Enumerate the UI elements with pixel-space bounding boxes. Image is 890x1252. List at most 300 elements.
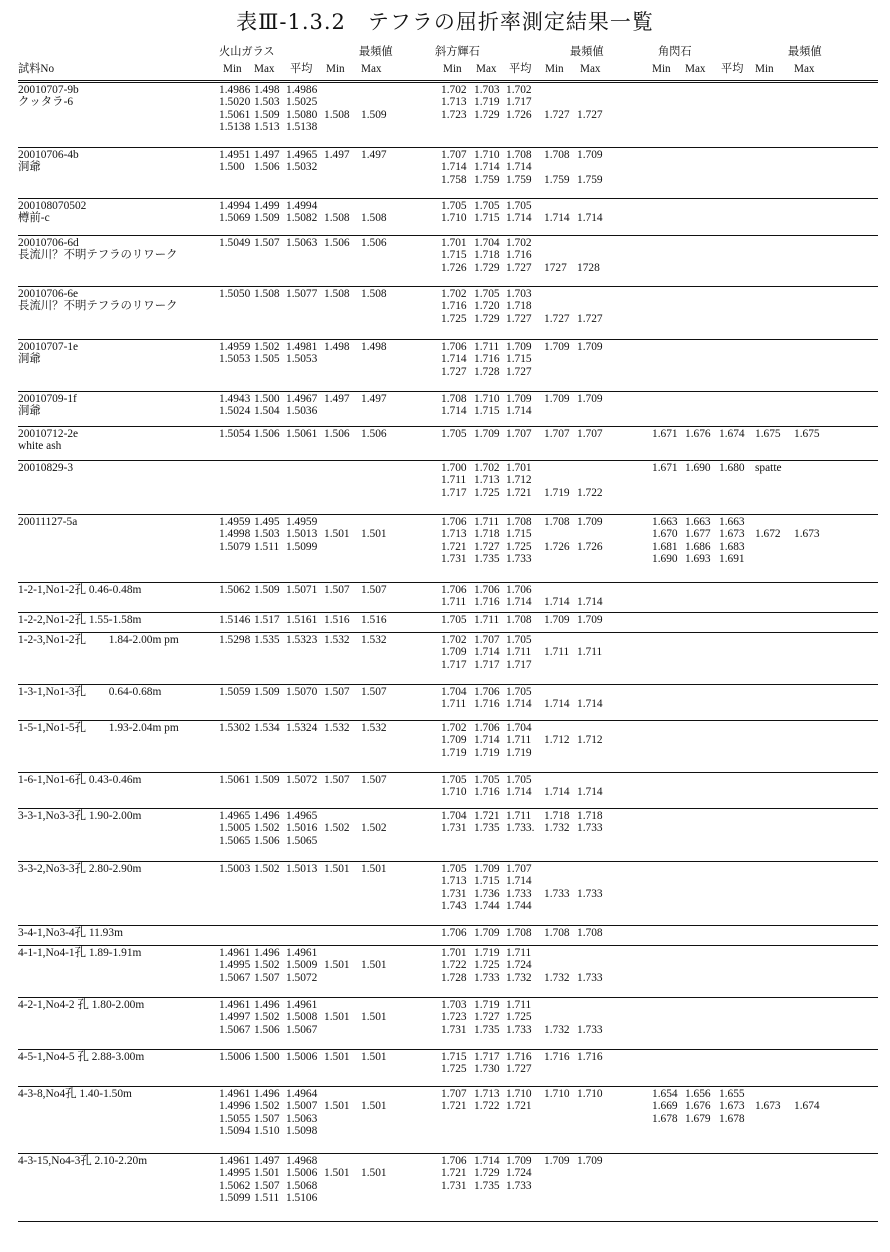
cell-glass-min: 1.4995 <box>219 959 251 972</box>
cell-opx-min: 1.709 <box>441 646 467 659</box>
col-header-glass-mode-max: Max <box>361 63 382 75</box>
cell-hbl-mode-max: 1.674 <box>794 1100 820 1113</box>
cell-opx-mean: 1.704 <box>506 722 532 734</box>
cell-sample-no: 1-6-1,No1-6孔 0.43-0.46m <box>18 774 142 786</box>
cell-glass-min: 1.4986 <box>219 84 251 96</box>
cell-glass-mean: 1.5138 <box>286 120 318 133</box>
sample-block <box>18 945 878 998</box>
cell-sample-no: 4-3-8,No4孔 1.40-1.50m <box>18 1088 132 1100</box>
cell-glass-min: 1.5062 <box>219 1179 251 1192</box>
cell-glass-mode-min: 1.516 <box>324 614 350 626</box>
cell-opx-max: 1.735 <box>474 822 500 835</box>
cell-opx-mode-min: 1.759 <box>544 173 570 186</box>
cell-glass-min: 1.5006 <box>219 1051 251 1063</box>
cell-hbl-mean: 1.663 <box>719 516 745 528</box>
cell-glass-mode-max: 1.506 <box>361 237 387 249</box>
cell-opx-min: 1.710 <box>441 786 467 799</box>
cell-sample-no: 20010707-1e <box>18 341 79 353</box>
cell-glass-mode-min: 1.507 <box>324 584 350 596</box>
cell-opx-min: 1.703 <box>441 999 467 1011</box>
cell-opx-mode-min: 1.712 <box>544 734 570 747</box>
cell-glass-mode-max: 1.497 <box>361 149 387 161</box>
cell-opx-min: 1.702 <box>441 634 467 646</box>
cell-opx-mean: 1.703 <box>506 288 532 300</box>
cell-opx-min: 1.725 <box>441 312 467 325</box>
cell-opx-min: 1.731 <box>441 1179 467 1192</box>
cell-glass-mode-max: 1.501 <box>361 1011 387 1024</box>
cell-opx-mean: 1.733 <box>506 1023 532 1036</box>
cell-glass-mean: 1.5063 <box>286 237 318 249</box>
cell-glass-mode-min: 1.501 <box>324 959 350 972</box>
cell-opx-max: 1.722 <box>474 1100 500 1113</box>
cell-opx-mean: 1.744 <box>506 899 532 912</box>
col-header-hbl-max: Max <box>685 63 706 75</box>
cell-opx-min: 1.705 <box>441 200 467 212</box>
cell-opx-max: 1.706 <box>474 584 500 596</box>
cell-opx-mean: 1.719 <box>506 746 532 759</box>
cell-opx-min: 1.731 <box>441 552 467 565</box>
cell-glass-min: 1.4961 <box>219 947 251 959</box>
cell-glass-max: 1.496 <box>254 810 280 822</box>
cell-opx-min: 1.726 <box>441 261 467 274</box>
cell-glass-max: 1.509 <box>254 108 280 121</box>
cell-glass-mode-max: 1.516 <box>361 614 387 626</box>
cell-opx-mean: 1.733 <box>506 1179 532 1192</box>
cell-opx-mean: 1.712 <box>506 474 532 487</box>
cell-glass-min: 1.4943 <box>219 393 251 405</box>
cell-glass-max: 1.497 <box>254 149 280 161</box>
cell-glass-min: 1.4998 <box>219 528 251 541</box>
cell-opx-mean: 1.708 <box>506 927 532 939</box>
cell-opx-min: 1.711 <box>441 596 467 609</box>
cell-opx-mean: 1.709 <box>506 1155 532 1167</box>
group-header-mode-opx: 最頻値 <box>570 46 604 58</box>
cell-glass-mean: 1.5053 <box>286 353 318 366</box>
cell-glass-max: 1.534 <box>254 722 280 734</box>
cell-glass-max: 1.506 <box>254 834 280 847</box>
cell-opx-mode-max: 1.722 <box>577 486 603 499</box>
cell-opx-mean: 1.717 <box>506 96 532 109</box>
cell-opx-mean: 1.711 <box>506 999 532 1011</box>
cell-sample-no: 4-5-1,No4-5 孔 2.88-3.00m <box>18 1051 145 1063</box>
cell-opx-mean: 1.707 <box>506 863 532 875</box>
cell-opx-mode-max: 1.714 <box>577 596 603 609</box>
cell-glass-mode-max: 1.501 <box>361 959 387 972</box>
cell-glass-mode-min: 1.501 <box>324 1100 350 1113</box>
cell-glass-max: 1.535 <box>254 634 280 646</box>
cell-opx-min: 1.700 <box>441 462 467 474</box>
cell-sample-no: 洞爺 <box>18 405 41 418</box>
cell-opx-mean: 1.702 <box>506 84 532 96</box>
cell-opx-max: 1.716 <box>474 353 500 366</box>
cell-opx-min: 1.706 <box>441 1155 467 1167</box>
cell-opx-mean: 1.715 <box>506 353 532 366</box>
cell-opx-min: 1.711 <box>441 474 467 487</box>
cell-glass-mean: 1.5324 <box>286 722 318 734</box>
cell-hbl-mean: 1.673 <box>719 1100 745 1113</box>
cell-opx-max: 1.759 <box>474 173 500 186</box>
cell-hbl-min: 1.669 <box>652 1100 678 1113</box>
cell-opx-max: 1.719 <box>474 96 500 109</box>
cell-glass-mean: 1.4981 <box>286 341 318 353</box>
cell-glass-max: 1.497 <box>254 1155 280 1167</box>
cell-glass-min: 1.5067 <box>219 1023 251 1036</box>
cell-opx-min: 1.705 <box>441 428 467 440</box>
cell-hbl-mode-min: spatte <box>755 462 782 474</box>
cell-hbl-min: 1.654 <box>652 1088 678 1100</box>
sample-block <box>18 391 878 427</box>
cell-hbl-mean: 1.678 <box>719 1112 745 1125</box>
cell-glass-mean: 1.5080 <box>286 108 318 121</box>
sample-block <box>18 925 878 946</box>
bottom-rule <box>18 1221 878 1222</box>
cell-opx-mean: 1.759 <box>506 173 532 186</box>
cell-glass-max: 1.503 <box>254 528 280 541</box>
cell-opx-max: 1.711 <box>474 614 500 626</box>
cell-opx-max: 1.727 <box>474 540 500 553</box>
cell-opx-mode-max: 1.727 <box>577 312 603 325</box>
cell-glass-min: 1.5094 <box>219 1124 251 1137</box>
cell-glass-min: 1.5054 <box>219 428 251 440</box>
cell-hbl-max: 1.677 <box>685 528 711 541</box>
cell-opx-min: 1.758 <box>441 173 467 186</box>
cell-opx-mode-max: 1.727 <box>577 108 603 121</box>
cell-opx-mean: 1.727 <box>506 261 532 274</box>
cell-opx-mean: 1.705 <box>506 634 532 646</box>
cell-opx-mean: 1.726 <box>506 108 532 121</box>
cell-glass-mode-min: 1.506 <box>324 237 350 249</box>
cell-hbl-min: 1.690 <box>652 552 678 565</box>
cell-opx-min: 1.704 <box>441 686 467 698</box>
cell-opx-max: 1.710 <box>474 393 500 405</box>
cell-glass-min: 1.4961 <box>219 1088 251 1100</box>
cell-glass-mean: 1.5161 <box>286 614 318 626</box>
cell-hbl-max: 1.679 <box>685 1112 711 1125</box>
cell-glass-mode-max: 1.501 <box>361 1100 387 1113</box>
cell-glass-max: 1.502 <box>254 1011 280 1024</box>
cell-opx-mean: 1.714 <box>506 161 532 174</box>
cell-glass-max: 1.496 <box>254 947 280 959</box>
cell-hbl-max: 1.676 <box>685 428 711 440</box>
cell-opx-mean: 1.727 <box>506 1063 532 1076</box>
cell-glass-max: 1.496 <box>254 999 280 1011</box>
cell-glass-min: 1.5065 <box>219 834 251 847</box>
cell-opx-min: 1.715 <box>441 1051 467 1063</box>
cell-opx-min: 1.731 <box>441 887 467 900</box>
col-header-opx-max: Max <box>476 63 497 75</box>
cell-glass-max: 1.500 <box>254 393 280 405</box>
cell-glass-min: 1.5020 <box>219 96 251 109</box>
col-header-hbl-mean: 平均 <box>721 63 744 75</box>
cell-opx-max: 1.713 <box>474 474 500 487</box>
cell-glass-mean: 1.5006 <box>286 1167 318 1180</box>
cell-glass-mode-min: 1.501 <box>324 1167 350 1180</box>
cell-opx-mean: 1.705 <box>506 686 532 698</box>
cell-glass-mode-min: 1.507 <box>324 774 350 786</box>
cell-opx-mode-max: 1.709 <box>577 341 603 353</box>
cell-opx-mean: 1.714 <box>506 212 532 225</box>
cell-hbl-max: 1.686 <box>685 540 711 553</box>
cell-sample-no: 20011127-5a <box>18 516 78 528</box>
col-header-sample-no: 試料No <box>18 63 55 75</box>
group-header-orthopyroxene: 斜方輝石 <box>435 46 480 58</box>
cell-opx-mode-min: 1727 <box>544 261 567 274</box>
col-header-glass-max: Max <box>254 63 275 75</box>
cell-hbl-max: 1.676 <box>685 1100 711 1113</box>
cell-sample-no: white ash <box>18 440 62 453</box>
cell-sample-no: 4-1-1,No4-1孔 1.89-1.91m <box>18 947 142 959</box>
cell-opx-mode-min: 1.708 <box>544 927 570 939</box>
cell-glass-min: 1.5079 <box>219 540 251 553</box>
cell-glass-min: 1.5099 <box>219 1191 251 1204</box>
cell-opx-max: 1.719 <box>474 746 500 759</box>
cell-glass-mean: 1.5016 <box>286 822 318 835</box>
cell-sample-no: 20010829-3 <box>18 462 74 474</box>
cell-glass-mode-min: 1.501 <box>324 1011 350 1024</box>
cell-opx-min: 1.723 <box>441 1011 467 1024</box>
cell-sample-no: 20010706-6d <box>18 237 79 249</box>
cell-opx-mode-min: 1.733 <box>544 887 570 900</box>
sample-block <box>18 808 878 862</box>
cell-sample-no: 1-3-1,No1-3孔 0.64-0.68m <box>18 686 162 698</box>
cell-hbl-max: 1.663 <box>685 516 711 528</box>
sample-block <box>18 82 878 148</box>
cell-opx-mean: 1.718 <box>506 300 532 313</box>
cell-opx-max: 1.735 <box>474 1179 500 1192</box>
cell-opx-mean: 1.733 <box>506 887 532 900</box>
cell-sample-no: 20010712-2e <box>18 428 79 440</box>
cell-opx-mean: 1.705 <box>506 774 532 786</box>
cell-opx-min: 1.714 <box>441 405 467 418</box>
cell-opx-max: 1.714 <box>474 161 500 174</box>
cell-opx-max: 1.727 <box>474 1011 500 1024</box>
cell-glass-mode-min: 1.506 <box>324 428 350 440</box>
cell-sample-no: 20010706-6e <box>18 288 79 300</box>
sample-block <box>18 582 878 613</box>
cell-opx-min: 1.714 <box>441 353 467 366</box>
cell-glass-mode-max: 1.508 <box>361 288 387 300</box>
cell-opx-max: 1.717 <box>474 1051 500 1063</box>
col-header-hbl-mode-min: Min <box>755 63 774 75</box>
cell-opx-max: 1.707 <box>474 634 500 646</box>
header-rule <box>18 80 878 81</box>
cell-glass-min: 1.5061 <box>219 774 251 786</box>
cell-glass-min: 1.4961 <box>219 1155 251 1167</box>
cell-hbl-min: 1.671 <box>652 428 678 440</box>
cell-opx-mode-max: 1.716 <box>577 1051 603 1063</box>
cell-glass-mean: 1.5323 <box>286 634 318 646</box>
cell-glass-mode-min: 1.498 <box>324 341 350 353</box>
cell-opx-min: 1.705 <box>441 774 467 786</box>
cell-hbl-mode-min: 1.673 <box>755 1100 781 1113</box>
sample-block <box>18 286 878 340</box>
cell-opx-mode-max: 1.708 <box>577 927 603 939</box>
cell-glass-min: 1.500 <box>219 161 245 174</box>
cell-glass-max: 1.501 <box>254 1167 280 1180</box>
cell-opx-max: 1.706 <box>474 722 500 734</box>
cell-opx-max: 1.719 <box>474 999 500 1011</box>
cell-glass-max: 1.510 <box>254 1124 280 1137</box>
cell-hbl-mode-max: 1.675 <box>794 428 820 440</box>
col-header-hbl-mode-max: Max <box>794 63 815 75</box>
cell-opx-mode-max: 1.709 <box>577 149 603 161</box>
cell-glass-mean: 1.4965 <box>286 149 318 161</box>
cell-glass-mode-min: 1.532 <box>324 722 350 734</box>
cell-sample-no: 3-3-2,No3-3孔 2.80-2.90m <box>18 863 142 875</box>
cell-glass-mean: 1.5065 <box>286 834 318 847</box>
cell-glass-min: 1.5059 <box>219 686 251 698</box>
cell-hbl-mean: 1.674 <box>719 428 745 440</box>
cell-opx-mode-min: 1.708 <box>544 516 570 528</box>
cell-opx-max: 1.744 <box>474 899 500 912</box>
cell-opx-max: 1.711 <box>474 516 500 528</box>
cell-glass-max: 1.509 <box>254 686 280 698</box>
cell-glass-max: 1.506 <box>254 1023 280 1036</box>
cell-glass-mode-max: 1.501 <box>361 528 387 541</box>
cell-opx-mode-max: 1.709 <box>577 1155 603 1167</box>
cell-sample-no: 1-2-1,No1-2孔 0.46-0.48m <box>18 584 142 596</box>
cell-glass-mean: 1.5013 <box>286 528 318 541</box>
cell-opx-mean: 1.714 <box>506 405 532 418</box>
cell-opx-mode-max: 1.733 <box>577 887 603 900</box>
cell-hbl-max: 1.693 <box>685 552 711 565</box>
cell-glass-min: 1.5298 <box>219 634 251 646</box>
cell-opx-max: 1.717 <box>474 658 500 671</box>
cell-hbl-mode-max: 1.673 <box>794 528 820 541</box>
cell-opx-mean: 1.711 <box>506 734 532 747</box>
cell-opx-max: 1.720 <box>474 300 500 313</box>
cell-sample-no: 1-5-1,No1-5孔 1.93-2.04m pm <box>18 722 179 734</box>
cell-hbl-mean: 1.673 <box>719 528 745 541</box>
cell-opx-mode-max: 1.712 <box>577 734 603 747</box>
cell-opx-mean: 1.701 <box>506 462 532 474</box>
cell-glass-max: 1.502 <box>254 341 280 353</box>
cell-glass-mean: 1.4968 <box>286 1155 318 1167</box>
cell-opx-max: 1.729 <box>474 261 500 274</box>
cell-glass-max: 1.517 <box>254 614 280 626</box>
cell-opx-mean: 1.708 <box>506 614 532 626</box>
cell-opx-mode-max: 1.718 <box>577 810 603 822</box>
cell-glass-mode-min: 1.502 <box>324 822 350 835</box>
cell-hbl-mean: 1.655 <box>719 1088 745 1100</box>
cell-opx-max: 1.719 <box>474 947 500 959</box>
cell-glass-mean: 1.4964 <box>286 1088 318 1100</box>
cell-opx-mode-min: 1.732 <box>544 971 570 984</box>
cell-glass-mode-max: 1.501 <box>361 863 387 875</box>
cell-opx-min: 1.706 <box>441 927 467 939</box>
cell-opx-max: 1.715 <box>474 405 500 418</box>
cell-opx-mean: 1.725 <box>506 1011 532 1024</box>
cell-opx-mean: 1.706 <box>506 584 532 596</box>
cell-glass-min: 1.5061 <box>219 108 251 121</box>
cell-glass-min: 1.5067 <box>219 971 251 984</box>
cell-opx-mean: 1.702 <box>506 237 532 249</box>
cell-glass-min: 1.5146 <box>219 614 251 626</box>
cell-glass-mode-max: 1.509 <box>361 108 387 121</box>
cell-glass-mean: 1.5070 <box>286 686 318 698</box>
cell-opx-max: 1.705 <box>474 774 500 786</box>
cell-glass-mean: 1.5072 <box>286 774 318 786</box>
cell-glass-mode-max: 1.508 <box>361 212 387 225</box>
cell-opx-max: 1.735 <box>474 552 500 565</box>
cell-sample-no: 1-2-3,No1-2孔 1.84-2.00m pm <box>18 634 179 646</box>
group-header-mode-glass: 最頻値 <box>359 46 393 58</box>
cell-opx-mean: 1.714 <box>506 875 532 888</box>
cell-opx-mode-max: 1.733 <box>577 822 603 835</box>
col-header-glass-mode-min: Min <box>326 63 345 75</box>
cell-opx-max: 1.702 <box>474 462 500 474</box>
cell-glass-max: 1.506 <box>254 428 280 440</box>
cell-sample-no: 20010706-4b <box>18 149 79 161</box>
cell-opx-mode-min: 1.732 <box>544 822 570 835</box>
cell-opx-mode-min: 1.709 <box>544 1155 570 1167</box>
cell-opx-mode-max: 1.707 <box>577 428 603 440</box>
cell-opx-min: 1.731 <box>441 1023 467 1036</box>
cell-glass-min: 1.5138 <box>219 120 251 133</box>
cell-opx-mode-min: 1.719 <box>544 486 570 499</box>
col-header-opx-min: Min <box>443 63 462 75</box>
cell-opx-min: 1.710 <box>441 212 467 225</box>
sample-block <box>18 460 878 515</box>
cell-opx-min: 1.713 <box>441 875 467 888</box>
cell-glass-max: 1.509 <box>254 774 280 786</box>
cell-glass-mean: 1.5082 <box>286 212 318 225</box>
cell-glass-max: 1.503 <box>254 96 280 109</box>
cell-glass-mean: 1.4961 <box>286 999 318 1011</box>
cell-glass-min: 1.5024 <box>219 405 251 418</box>
cell-opx-min: 1.714 <box>441 161 467 174</box>
cell-opx-mean: 1.711 <box>506 810 532 822</box>
cell-glass-max: 1.502 <box>254 959 280 972</box>
cell-opx-mode-min: 1.710 <box>544 1088 570 1100</box>
cell-opx-max: 1.703 <box>474 84 500 96</box>
cell-opx-max: 1.713 <box>474 1088 500 1100</box>
sample-block <box>18 514 878 583</box>
cell-glass-max: 1.502 <box>254 863 280 875</box>
cell-glass-mean: 1.5036 <box>286 405 318 418</box>
cell-glass-mode-max: 1.507 <box>361 774 387 786</box>
cell-opx-min: 1.721 <box>441 1167 467 1180</box>
cell-opx-mean: 1.721 <box>506 1100 532 1113</box>
cell-opx-min: 1.713 <box>441 528 467 541</box>
cell-opx-mode-min: 1.711 <box>544 646 570 659</box>
cell-opx-max: 1.716 <box>474 596 500 609</box>
cell-glass-max: 1.495 <box>254 516 280 528</box>
cell-glass-mean: 1.5071 <box>286 584 318 596</box>
cell-glass-min: 1.4961 <box>219 999 251 1011</box>
cell-sample-no: 樽前-c <box>18 212 50 225</box>
cell-glass-mean: 1.5072 <box>286 971 318 984</box>
cell-glass-mean: 1.4965 <box>286 810 318 822</box>
sample-block <box>18 426 878 461</box>
cell-glass-mode-max: 1.532 <box>361 722 387 734</box>
cell-sample-no: 長流川？不明テフラのリワーク <box>18 300 178 313</box>
cell-glass-max: 1.509 <box>254 212 280 225</box>
cell-opx-min: 1.728 <box>441 971 467 984</box>
cell-opx-min: 1.702 <box>441 722 467 734</box>
cell-glass-min: 1.5050 <box>219 288 251 300</box>
cell-opx-min: 1.743 <box>441 899 467 912</box>
cell-opx-min: 1.704 <box>441 810 467 822</box>
cell-opx-mode-min: 1.716 <box>544 1051 570 1063</box>
sample-block <box>18 235 878 287</box>
cell-hbl-min: 1.678 <box>652 1112 678 1125</box>
group-header-hornblende: 角閃石 <box>658 46 692 58</box>
cell-glass-max: 1.507 <box>254 971 280 984</box>
cell-glass-mean: 1.4959 <box>286 516 318 528</box>
cell-glass-min: 1.4994 <box>219 200 251 212</box>
cell-opx-max: 1.725 <box>474 486 500 499</box>
